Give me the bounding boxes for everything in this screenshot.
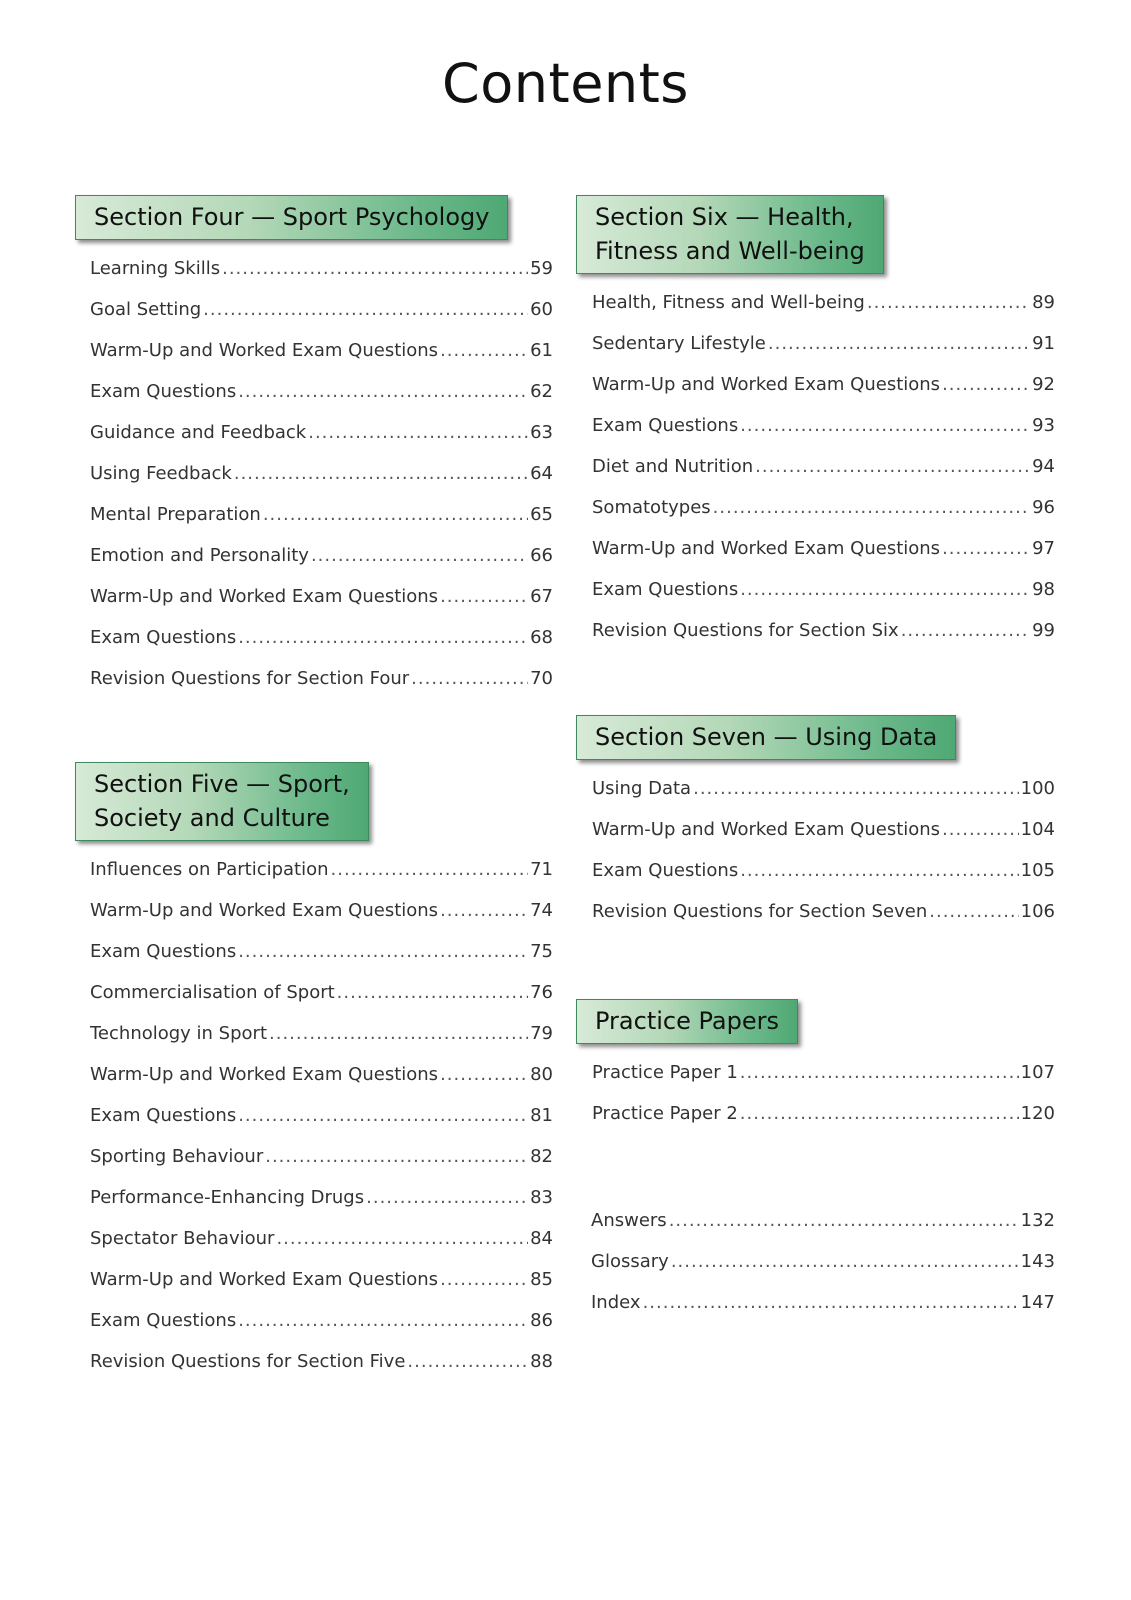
toc-entry-title: Warm-Up and Worked Exam Questions <box>592 538 941 559</box>
toc-entry-title: Guidance and Feedback <box>90 422 307 443</box>
toc-entry[interactable] <box>592 891 1055 932</box>
toc-entry-title: Performance-Enhancing Drugs <box>90 1187 365 1208</box>
toc-entry-page-number: 62 <box>530 381 553 402</box>
toc-entry-page-number: 97 <box>1032 538 1055 559</box>
toc-dot-leader <box>942 364 1030 405</box>
toc-dot-leader <box>311 535 528 576</box>
toc-entry-title: Using Data <box>592 778 692 799</box>
toc-entry-title: Diet and Nutrition <box>592 456 754 477</box>
toc-entry-page-number: 76 <box>530 982 553 1003</box>
toc-entry-page-number: 80 <box>530 1064 553 1085</box>
toc-entry-page-number: 85 <box>530 1269 553 1290</box>
toc-entry[interactable] <box>592 323 1055 364</box>
toc-entry[interactable] <box>592 528 1055 569</box>
toc-entry[interactable] <box>90 849 553 890</box>
toc-entry-title: Exam Questions <box>90 627 237 648</box>
toc-entry-title: Warm-Up and Worked Exam Questions <box>90 586 439 607</box>
toc-entry[interactable] <box>90 535 553 576</box>
toc-dot-leader <box>265 1136 528 1177</box>
toc-entry-page-number: 67 <box>530 586 553 607</box>
toc-entry[interactable] <box>592 809 1055 850</box>
toc-entry-title: Exam Questions <box>592 860 739 881</box>
section-seven <box>576 715 1055 932</box>
toc-dot-leader <box>669 1200 1019 1241</box>
toc-entry-page-number: 82 <box>530 1146 553 1167</box>
toc-entry[interactable] <box>90 658 553 699</box>
toc-entry-page-number: 147 <box>1020 1292 1055 1313</box>
toc-dot-leader <box>671 1241 1019 1282</box>
toc-dot-leader <box>867 282 1030 323</box>
toc-entry-page-number: 81 <box>530 1105 553 1126</box>
toc-entry[interactable] <box>90 371 553 412</box>
toc-entry[interactable] <box>90 1341 553 1382</box>
toc-dot-leader <box>222 248 528 289</box>
toc-entry-title: Technology in Sport <box>90 1023 268 1044</box>
toc-entry-page-number: 71 <box>530 859 553 880</box>
toc-dot-leader <box>440 890 528 931</box>
toc-entry[interactable] <box>591 1282 1055 1323</box>
toc-dot-leader <box>929 891 1018 932</box>
toc-dot-leader <box>643 1282 1019 1323</box>
toc-entry-title: Using Feedback <box>90 463 232 484</box>
toc-entry-page-number: 98 <box>1032 579 1055 600</box>
toc-entry[interactable] <box>592 1052 1055 1093</box>
toc-entry-page-number: 99 <box>1032 620 1055 641</box>
toc-entry[interactable] <box>90 931 553 972</box>
toc-entry-title: Sporting Behaviour <box>90 1146 264 1167</box>
toc-entry-page-number: 92 <box>1032 374 1055 395</box>
toc-entry-title: Exam Questions <box>592 579 739 600</box>
toc-entry-title: Exam Questions <box>90 381 237 402</box>
practice-papers-header: Practice Papers <box>576 999 798 1044</box>
toc-entry-title: Mental Preparation <box>90 504 261 525</box>
toc-entry[interactable] <box>592 446 1055 487</box>
toc-entry-page-number: 100 <box>1020 778 1055 799</box>
toc-dot-leader <box>440 330 528 371</box>
toc-dot-leader <box>276 1218 528 1259</box>
toc-entry-title: Emotion and Personality <box>90 545 309 566</box>
toc-entry-title: Warm-Up and Worked Exam Questions <box>592 819 941 840</box>
toc-entry-title: Exam Questions <box>90 1310 237 1331</box>
toc-dot-leader <box>238 1095 528 1136</box>
toc-entry[interactable] <box>90 972 553 1013</box>
toc-entry[interactable] <box>90 289 553 330</box>
section-six-header: Section Six — Health, Fitness and Well-being <box>576 195 884 274</box>
toc-entry-title: Somatotypes <box>592 497 711 518</box>
toc-dot-leader <box>331 849 529 890</box>
toc-entry-page-number: 105 <box>1020 860 1055 881</box>
toc-dot-leader <box>713 487 1030 528</box>
toc-entry-title: Revision Questions for Section Five <box>90 1351 406 1372</box>
toc-entry-page-number: 83 <box>530 1187 553 1208</box>
toc-entry-page-number: 88 <box>530 1351 553 1372</box>
toc-entry-title: Index <box>591 1292 641 1313</box>
toc-entry[interactable] <box>90 1300 553 1341</box>
section-six <box>576 195 1055 651</box>
toc-dot-leader <box>440 1054 528 1095</box>
toc-entry[interactable] <box>90 1259 553 1300</box>
toc-entry-title: Goal Setting <box>90 299 202 320</box>
toc-entry[interactable] <box>90 1136 553 1177</box>
toc-entry[interactable] <box>592 1093 1055 1134</box>
toc-entry[interactable] <box>592 569 1055 610</box>
section-practice-papers <box>576 999 1055 1134</box>
toc-entry-page-number: 60 <box>530 299 553 320</box>
toc-dot-leader <box>942 809 1019 850</box>
toc-entry-page-number: 70 <box>530 668 553 689</box>
toc-entry-page-number: 132 <box>1020 1210 1055 1231</box>
toc-dot-leader <box>440 1259 528 1300</box>
toc-entry-page-number: 94 <box>1032 456 1055 477</box>
toc-entry-page-number: 74 <box>530 900 553 921</box>
toc-dot-leader <box>740 405 1030 446</box>
back-matter-entries <box>591 1200 1055 1323</box>
toc-entry-page-number: 63 <box>530 422 553 443</box>
toc-entry-page-number: 106 <box>1020 901 1055 922</box>
toc-entry[interactable] <box>591 1241 1055 1282</box>
toc-entry-page-number: 75 <box>530 941 553 962</box>
toc-dot-leader <box>740 850 1018 891</box>
toc-dot-leader <box>337 972 528 1013</box>
toc-entry[interactable] <box>90 1177 553 1218</box>
toc-entry-title: Warm-Up and Worked Exam Questions <box>90 1269 439 1290</box>
toc-dot-leader <box>308 412 528 453</box>
toc-entry-title: Warm-Up and Worked Exam Questions <box>592 374 941 395</box>
toc-entry-page-number: 86 <box>530 1310 553 1331</box>
toc-entry-title: Practice Paper 2 <box>592 1103 738 1124</box>
toc-entry-title: Answers <box>591 1210 667 1231</box>
toc-entry-title: Revision Questions for Section Four <box>90 668 410 689</box>
toc-entry-page-number: 89 <box>1032 292 1055 313</box>
toc-entry[interactable] <box>592 282 1055 323</box>
toc-dot-leader <box>440 576 528 617</box>
toc-entry-page-number: 66 <box>530 545 553 566</box>
toc-entry-page-number: 61 <box>530 340 553 361</box>
toc-entry-title: Exam Questions <box>90 941 237 962</box>
toc-entry-page-number: 65 <box>530 504 553 525</box>
toc-entry-title: Spectator Behaviour <box>90 1228 275 1249</box>
toc-entry-title: Commercialisation of Sport <box>90 982 335 1003</box>
toc-entry-page-number: 143 <box>1020 1251 1055 1272</box>
toc-entry-title: Exam Questions <box>592 415 739 436</box>
toc-entry[interactable] <box>592 364 1055 405</box>
toc-entry[interactable] <box>592 405 1055 446</box>
toc-entry[interactable] <box>90 494 553 535</box>
toc-entry[interactable] <box>90 1054 553 1095</box>
toc-entry-page-number: 93 <box>1032 415 1055 436</box>
section-six-entries <box>576 282 1055 651</box>
section-five-header: Section Five — Sport, Society and Culture <box>75 762 369 841</box>
toc-dot-leader <box>693 768 1019 809</box>
toc-entry-page-number: 68 <box>530 627 553 648</box>
toc-dot-leader <box>768 323 1030 364</box>
toc-entry-title: Learning Skills <box>90 258 221 279</box>
section-four-header: Section Four — Sport Psychology <box>75 195 508 240</box>
toc-entry[interactable] <box>592 610 1055 651</box>
toc-entry[interactable] <box>591 1200 1055 1241</box>
toc-entry-title: Influences on Participation <box>90 859 329 880</box>
section-five-entries <box>75 849 553 1382</box>
toc-entry-title: Warm-Up and Worked Exam Questions <box>90 900 439 921</box>
toc-entry[interactable] <box>90 576 553 617</box>
toc-entry-page-number: 64 <box>530 463 553 484</box>
toc-entry[interactable] <box>90 1095 553 1136</box>
toc-dot-leader <box>238 371 528 412</box>
toc-entry[interactable] <box>90 453 553 494</box>
toc-entry-title: Warm-Up and Worked Exam Questions <box>90 1064 439 1085</box>
toc-dot-leader <box>234 453 528 494</box>
toc-dot-leader <box>901 610 1030 651</box>
toc-dot-leader <box>740 1052 1019 1093</box>
toc-entry[interactable] <box>90 330 553 371</box>
toc-entry[interactable] <box>592 850 1055 891</box>
toc-entry-page-number: 120 <box>1020 1103 1055 1124</box>
toc-entry[interactable] <box>90 890 553 931</box>
toc-entry-page-number: 84 <box>530 1228 553 1249</box>
toc-dot-leader <box>263 494 528 535</box>
toc-entry[interactable] <box>90 1013 553 1054</box>
toc-entry[interactable] <box>592 487 1055 528</box>
toc-dot-leader <box>203 289 528 330</box>
toc-entry-page-number: 59 <box>530 258 553 279</box>
toc-dot-leader <box>755 446 1030 487</box>
toc-dot-leader <box>740 1093 1019 1134</box>
toc-entry-page-number: 91 <box>1032 333 1055 354</box>
toc-dot-leader <box>740 569 1030 610</box>
toc-entry[interactable] <box>90 248 553 289</box>
toc-entry[interactable] <box>592 768 1055 809</box>
toc-dot-leader <box>238 617 528 658</box>
toc-entry[interactable] <box>90 617 553 658</box>
toc-entry-title: Exam Questions <box>90 1105 237 1126</box>
toc-dot-leader <box>238 1300 528 1341</box>
toc-entry-page-number: 107 <box>1020 1062 1055 1083</box>
toc-dot-leader <box>407 1341 528 1382</box>
toc-entry-title: Glossary <box>591 1251 669 1272</box>
section-seven-header: Section Seven — Using Data <box>576 715 956 760</box>
toc-dot-leader <box>238 931 528 972</box>
toc-entry-title: Sedentary Lifestyle <box>592 333 766 354</box>
toc-entry-page-number: 79 <box>530 1023 553 1044</box>
toc-entry-title: Practice Paper 1 <box>592 1062 738 1083</box>
section-seven-entries <box>576 768 1055 932</box>
section-five <box>75 762 553 1382</box>
toc-entry-title: Health, Fitness and Well-being <box>592 292 865 313</box>
toc-entry-page-number: 96 <box>1032 497 1055 518</box>
toc-entry-title: Revision Questions for Section Six <box>592 620 899 641</box>
toc-entry-page-number: 104 <box>1020 819 1055 840</box>
toc-dot-leader <box>411 658 528 699</box>
toc-entry-title: Revision Questions for Section Seven <box>592 901 928 922</box>
section-four-entries <box>75 248 553 699</box>
section-back-matter <box>591 1192 1055 1323</box>
toc-dot-leader <box>942 528 1030 569</box>
toc-dot-leader <box>366 1177 528 1218</box>
page-title: Contents <box>442 52 689 115</box>
practice-papers-entries <box>576 1052 1055 1134</box>
toc-entry[interactable] <box>90 412 553 453</box>
toc-entry-title: Warm-Up and Worked Exam Questions <box>90 340 439 361</box>
section-four <box>75 195 553 699</box>
toc-dot-leader <box>269 1013 528 1054</box>
toc-entry[interactable] <box>90 1218 553 1259</box>
